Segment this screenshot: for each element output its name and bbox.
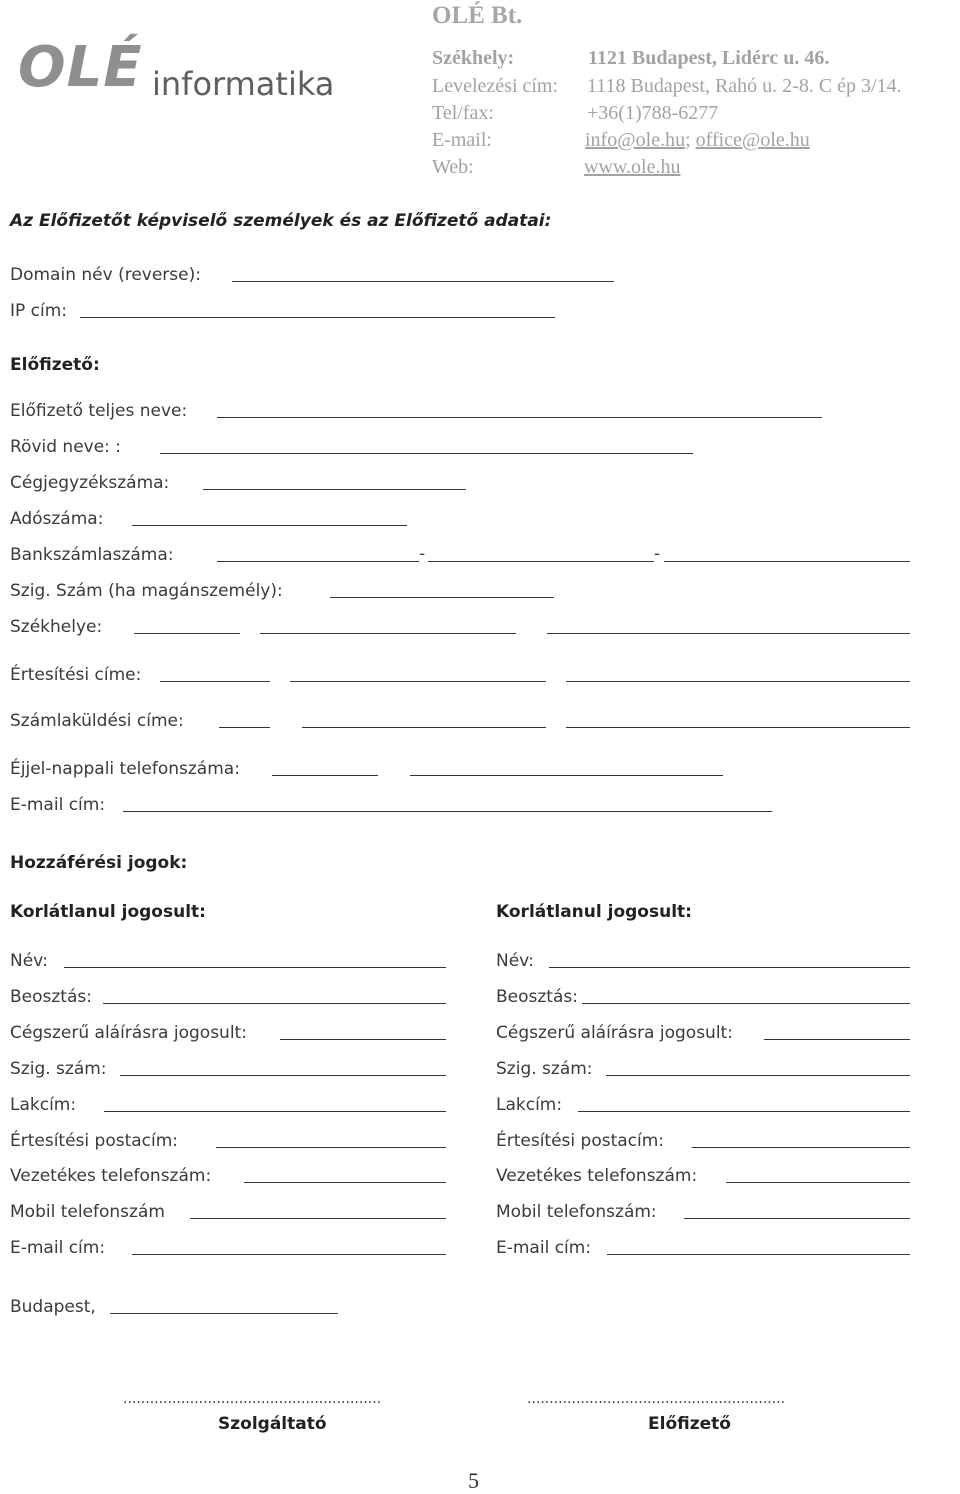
reg-no-field[interactable] bbox=[203, 489, 466, 490]
company-name: OLÉ Bt. bbox=[432, 2, 523, 29]
right-postal-field[interactable] bbox=[692, 1147, 910, 1148]
short-name-label: Rövid neve: : bbox=[10, 437, 122, 457]
invoice-addr-label: Számlaküldési címe: bbox=[10, 711, 184, 731]
left-mobile-field[interactable] bbox=[190, 1218, 446, 1219]
right-title: Korlátlanul jogosult: bbox=[496, 902, 692, 922]
right-address-field[interactable] bbox=[578, 1111, 910, 1112]
page-number: 5 bbox=[468, 1468, 479, 1493]
tel-label: Tel/fax: bbox=[432, 102, 494, 124]
left-title: Korlátlanul jogosult: bbox=[10, 902, 206, 922]
right-id-field[interactable] bbox=[606, 1075, 910, 1076]
left-mobile-label: Mobil telefonszám bbox=[10, 1202, 165, 1222]
left-postal-label: Értesítési postacím: bbox=[10, 1131, 179, 1151]
right-mobile-label: Mobil telefonszám: bbox=[496, 1202, 657, 1222]
subscriber-signature-label: Előfizető bbox=[648, 1414, 731, 1434]
right-position-label: Beosztás: bbox=[496, 987, 578, 1007]
left-address-field[interactable] bbox=[104, 1111, 446, 1112]
right-sign-field[interactable] bbox=[764, 1039, 910, 1040]
right-position-field[interactable] bbox=[582, 1003, 910, 1004]
email-field[interactable] bbox=[123, 811, 772, 812]
ip-label: IP cím: bbox=[10, 301, 68, 321]
seat-label: Székhely: bbox=[432, 47, 515, 69]
notify-addr-field-2[interactable] bbox=[290, 681, 546, 682]
right-sign-label: Cégszerű aláírásra jogosult: bbox=[496, 1023, 733, 1043]
right-mobile-field[interactable] bbox=[684, 1218, 910, 1219]
logo-informatika: informatika bbox=[152, 65, 335, 103]
tel-value: +36(1)788-6277 bbox=[587, 102, 719, 124]
mail-value: 1118 Budapest, Rahó u. 2-8. C ép 3/14. bbox=[587, 75, 902, 97]
place-label: Budapest, bbox=[10, 1297, 96, 1317]
subscriber-heading: Előfizető: bbox=[10, 355, 100, 375]
ip-field[interactable] bbox=[80, 317, 555, 318]
seat-value: 1121 Budapest, Lidérc u. 46. bbox=[588, 47, 830, 69]
left-position-label: Beosztás: bbox=[10, 987, 92, 1007]
right-landline-field[interactable] bbox=[726, 1182, 910, 1183]
bank-label: Bankszámlaszáma: bbox=[10, 545, 174, 565]
notify-addr-field-3[interactable] bbox=[566, 681, 910, 682]
right-email-field[interactable] bbox=[607, 1254, 910, 1255]
email-label: E-mail: bbox=[432, 129, 492, 151]
bank-field-1[interactable] bbox=[217, 561, 419, 562]
right-email-label: E-mail cím: bbox=[496, 1238, 592, 1258]
id-no-label: Szig. Szám (ha magánszemély): bbox=[10, 581, 283, 601]
provider-label: Szolgáltató bbox=[218, 1414, 327, 1434]
bank-dash-1: - bbox=[419, 544, 426, 564]
right-name-label: Név: bbox=[496, 951, 535, 971]
id-no-field[interactable] bbox=[330, 597, 554, 598]
invoice-addr-field-3[interactable] bbox=[566, 727, 910, 728]
bank-field-2[interactable] bbox=[428, 561, 654, 562]
phone-label: Éjjel-nappali telefonszáma: bbox=[10, 759, 240, 779]
domain-field[interactable] bbox=[232, 281, 614, 282]
email-separator: ; bbox=[685, 129, 691, 151]
email-link-office[interactable]: office@ole.hu bbox=[695, 129, 810, 151]
left-email-field[interactable] bbox=[132, 1254, 446, 1255]
left-id-field[interactable] bbox=[120, 1075, 446, 1076]
left-email-label: E-mail cím: bbox=[10, 1238, 106, 1258]
email-label-field: E-mail cím: bbox=[10, 795, 106, 815]
left-landline-label: Vezetékes telefonszám: bbox=[10, 1166, 212, 1186]
left-position-field[interactable] bbox=[103, 1003, 446, 1004]
seat-label-field: Székhelye: bbox=[10, 617, 103, 637]
right-address-label: Lakcím: bbox=[496, 1095, 563, 1115]
section-title: Az Előfizetőt képviselő személyek és az Előfizető adatai: bbox=[10, 211, 552, 231]
left-id-label: Szig. szám: bbox=[10, 1059, 107, 1079]
notify-addr-label: Értesítési címe: bbox=[10, 665, 142, 685]
left-sign-label: Cégszerű aláírásra jogosult: bbox=[10, 1023, 247, 1043]
bank-dash-2: - bbox=[654, 544, 661, 564]
web-link[interactable]: www.ole.hu bbox=[584, 156, 681, 178]
short-name-field[interactable] bbox=[160, 453, 693, 454]
left-landline-field[interactable] bbox=[244, 1182, 446, 1183]
seat-field-1[interactable] bbox=[134, 633, 240, 634]
domain-label: Domain név (reverse): bbox=[10, 265, 201, 285]
right-postal-label: Értesítési postacím: bbox=[496, 1131, 665, 1151]
left-name-label: Név: bbox=[10, 951, 49, 971]
right-landline-label: Vezetékes telefonszám: bbox=[496, 1166, 698, 1186]
email-link-info[interactable]: info@ole.hu bbox=[585, 129, 686, 151]
left-address-label: Lakcím: bbox=[10, 1095, 77, 1115]
tax-no-label: Adószáma: bbox=[10, 509, 104, 529]
email-row bbox=[585, 128, 810, 152]
left-postal-field[interactable] bbox=[216, 1147, 446, 1148]
invoice-addr-field-1[interactable] bbox=[219, 727, 270, 728]
left-sign-field[interactable] bbox=[280, 1039, 446, 1040]
tax-no-field[interactable] bbox=[132, 525, 407, 526]
notify-addr-field-1[interactable] bbox=[160, 681, 270, 682]
subscriber-signature-line: .......................................................... bbox=[527, 1391, 786, 1407]
bank-field-3[interactable] bbox=[664, 561, 910, 562]
mail-label: Levelezési cím: bbox=[432, 75, 559, 97]
date-field[interactable] bbox=[110, 1313, 338, 1314]
right-name-field[interactable] bbox=[549, 967, 910, 968]
invoice-addr-field-2[interactable] bbox=[302, 727, 546, 728]
provider-signature-line: .......................................................... bbox=[123, 1391, 382, 1407]
seat-field-2[interactable] bbox=[260, 633, 516, 634]
right-id-label: Szig. szám: bbox=[496, 1059, 593, 1079]
phone-field-1[interactable] bbox=[272, 775, 378, 776]
web-label: Web: bbox=[432, 156, 474, 178]
left-name-field[interactable] bbox=[64, 967, 446, 968]
seat-field-3[interactable] bbox=[547, 633, 910, 634]
logo-ole: OLÉ bbox=[18, 35, 143, 100]
access-heading: Hozzáférési jogok: bbox=[10, 853, 188, 873]
full-name-field[interactable] bbox=[217, 417, 822, 418]
full-name-label: Előfizető teljes neve: bbox=[10, 401, 188, 421]
reg-no-label: Cégjegyzékszáma: bbox=[10, 473, 170, 493]
phone-field-2[interactable] bbox=[410, 775, 723, 776]
